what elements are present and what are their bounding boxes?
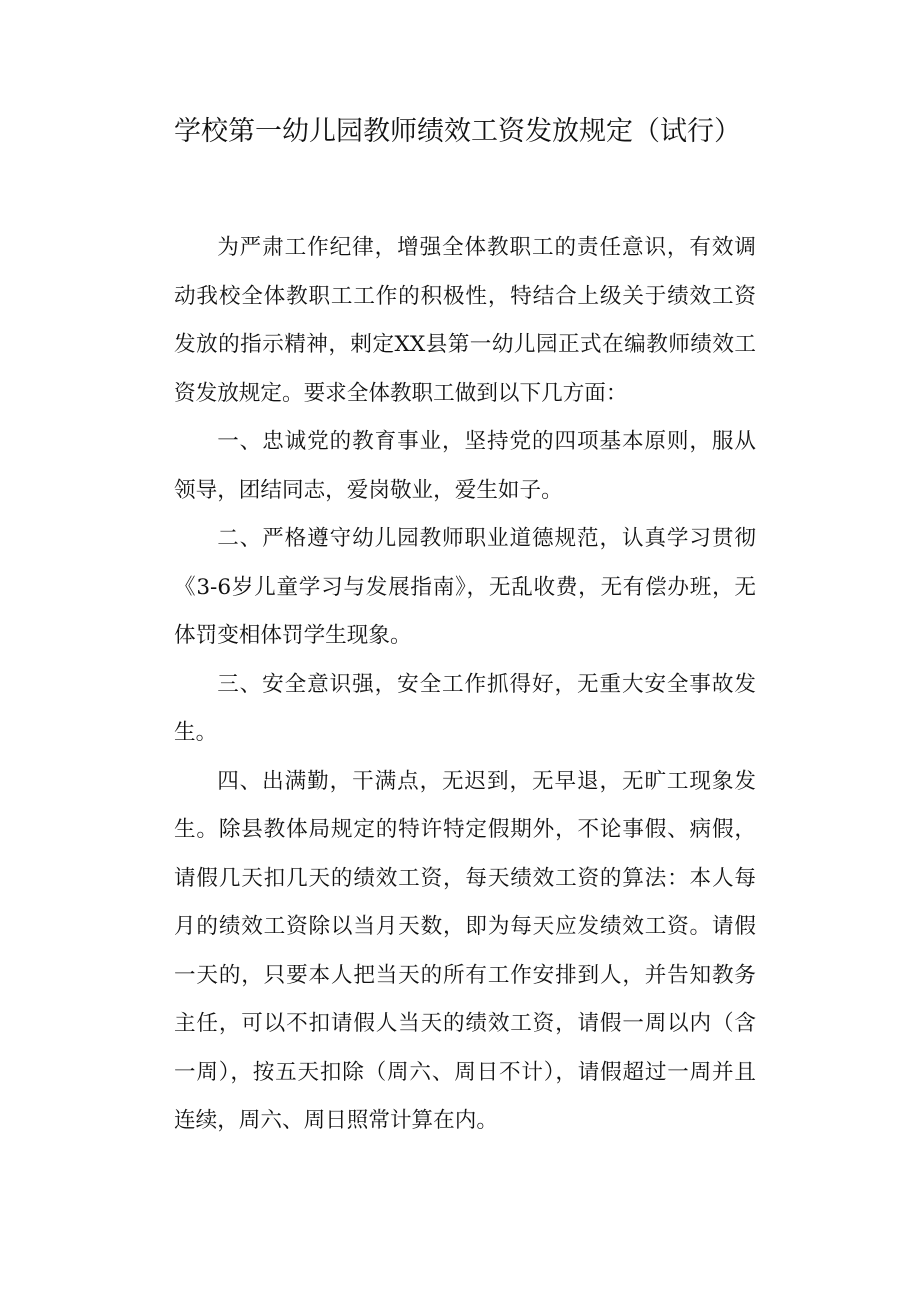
document-body <box>174 224 756 1146</box>
paragraph-intro: 为严肃工作纪律，增强全体教职工的责任意识，有效调动我校全体教职工工作的积极性，特结合上级关于绩效工资发放的指示精神，剌定XX县第一幼儿园正式在编教师绩效工资发放规定。要求全体教职工做到以下几方面： <box>174 235 756 406</box>
paragraph-item-4: 四、出满勤，干满点，无迟到，无早退，无旷工现象发生。除县教体局规定的特许特定假期外，不论事假、病假，请假几天扣几天的绩效工资，每天绩效工资的算法：本人每月的绩效工资除以当月天数，即为每天应发绩效工资。请假一天的，只要本人把当天的所有工作安排到人，并告知教务主任，可以不扣请假人当天的绩效工资，请假一周以内（含一周），按五天扣除（周六、周日不计），请假超过一周并且连续，周六、周日照常计算在内。 <box>174 768 756 1133</box>
paragraph-item-3: 三、安全意识强，安全工作抓得好，无重大安全事故发生。 <box>174 671 756 745</box>
document-title: 学校第一幼儿园教师绩效工资发放规定（试行） <box>174 116 741 147</box>
paragraph-item-1: 一、忠诚党的教育事业，坚持党的四项基本原则，服从领导，团结同志，爱岗敬业，爱生如子。 <box>174 429 756 503</box>
paragraph-item-2: 二、严格遵守幼儿园教师职业道德规范，认真学习贯彻《3-6岁儿童学习与发展指南》，无乱收费，无有偿办班，无体罚变相体罚学生现象。 <box>174 526 756 648</box>
